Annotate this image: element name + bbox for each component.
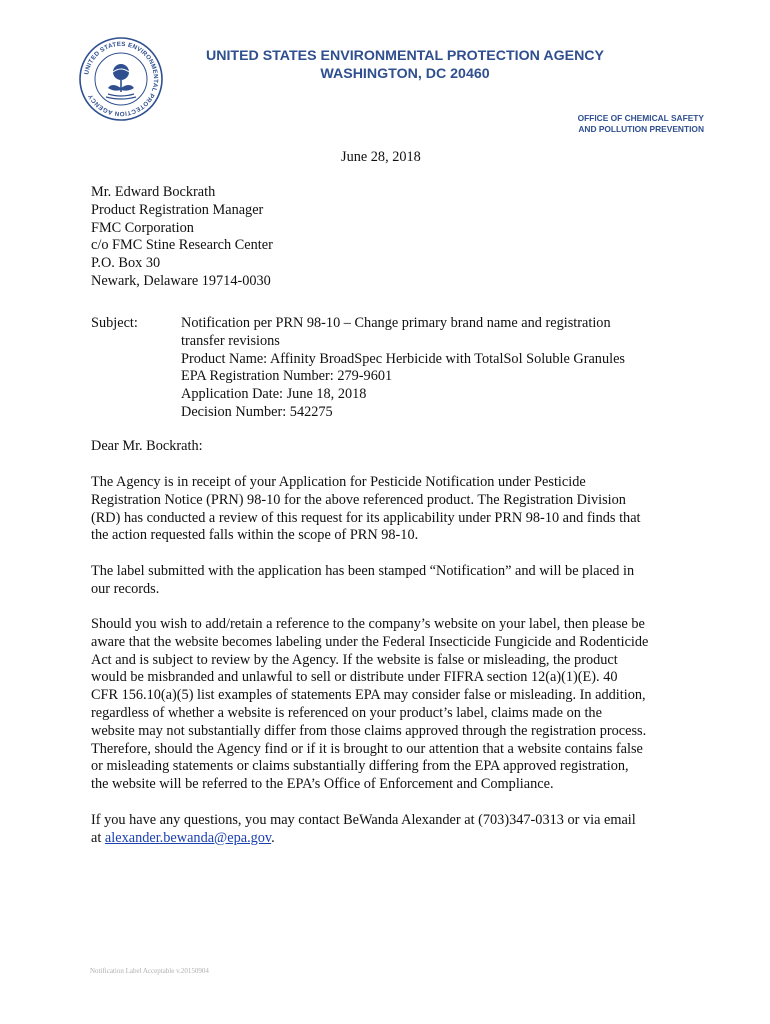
paragraph-2 [91, 563, 691, 599]
subject-line: EPA Registration Number: 279-9601 [181, 368, 393, 385]
svg-text:UNITED STATES ENVIRONMENTAL PR: UNITED STATES ENVIRONMENTAL PROTECTION AGENCY [83, 40, 160, 118]
subject-label: Subject: [91, 315, 138, 331]
paragraph-line [91, 830, 691, 848]
paragraph-line: the action requested falls within the scope of PRN 98-10. [91, 527, 419, 544]
paragraph-line: (RD) has conducted a review of this request for its applicability under PRN 98-10 and finds that [91, 509, 641, 526]
paragraph-3 [91, 616, 691, 794]
epa-seal-logo [78, 36, 164, 122]
address-line: Product Registration Manager [91, 201, 264, 218]
paragraph-line: or misleading statements or claims substantially differing from the EPA approved registration, [91, 758, 629, 775]
paragraph-1 [91, 474, 691, 545]
salutation: Dear Mr. Bockrath: [91, 438, 203, 454]
paragraph-line: Should you wish to add/retain a reference to the company’s website on your label, then please be [91, 616, 645, 632]
subject-block [181, 315, 651, 422]
footer-watermark: Notification Label Acceptable v.20150904 [90, 967, 209, 975]
address-line: FMC Corporation [91, 219, 194, 236]
paragraph-line: aware that the website becomes labeling under the Federal Insecticide Fungicide and Rodenticide [91, 633, 649, 650]
paragraph-line: If you have any questions, you may contact BeWanda Alexander at (703)347-0313 or via email [91, 812, 636, 828]
subject-line: transfer revisions [181, 332, 280, 349]
address-line: Newark, Delaware 19714-0030 [91, 272, 271, 289]
office-line-2: AND POLLUTION PREVENTION [578, 124, 704, 134]
address-line: P.O. Box 30 [91, 255, 161, 272]
agency-location: WASHINGTON, DC 20460 [320, 66, 490, 82]
paragraph-line: Registration Notice (PRN) 98-10 for the above referenced product. The Registration Division [91, 491, 626, 508]
email-suffix: . [271, 829, 275, 846]
subject-line: Decision Number: 542275 [181, 403, 333, 420]
email-link[interactable]: alexander.bewanda@epa.gov [104, 829, 272, 846]
address-line: Mr. Edward Bockrath [91, 184, 216, 200]
subject-line: Notification per PRN 98-10 – Change primary brand name and registration [181, 315, 611, 331]
paragraph-4 [91, 812, 691, 848]
paragraph-line: CFR 156.10(a)(5) list examples of statements EPA may consider false or misleading. In addition, [91, 687, 646, 704]
subject-line: Application Date: June 18, 2018 [181, 386, 367, 403]
paragraph-line: the website will be referred to the EPA’s Office of Enforcement and Compliance. [91, 776, 554, 793]
paragraph-line: website may not substantially differ from those claims approved through the registration process. [91, 722, 647, 739]
subject-line: Product Name: Affinity BroadSpec Herbicide with TotalSol Soluble Granules [181, 350, 625, 367]
office-line-1: OFFICE OF CHEMICAL SAFETY [577, 113, 704, 123]
paragraph-line: would be misbranded and unlawful to sell or distribute under FIFRA section 12(a)(1)(E). 40 [91, 669, 618, 686]
paragraph-line: our records. [91, 580, 160, 597]
paragraph-line: Therefore, should the Agency find or if it is brought to our attention that a website contains false [91, 740, 643, 757]
address-line: c/o FMC Stine Research Center [91, 237, 273, 254]
recipient-address [91, 184, 273, 291]
agency-name: UNITED STATES ENVIRONMENTAL PROTECTION AGENCY [205, 48, 605, 64]
paragraph-line: regardless of whether a website is referenced on your product’s label, claims made on the [91, 704, 602, 721]
letter-date: June 28, 2018 [341, 149, 421, 165]
email-prefix: at [91, 829, 105, 846]
paragraph-line: The label submitted with the application has been stamped “Notification” and will be placed in [91, 563, 635, 579]
paragraph-line: The Agency is in receipt of your Application for Pesticide Notification under Pesticide [91, 474, 586, 490]
office-header [578, 113, 704, 135]
paragraph-line: Act and is subject to review by the Agency. If the website is false or misleading, the product [91, 651, 618, 668]
agency-header [165, 47, 645, 83]
